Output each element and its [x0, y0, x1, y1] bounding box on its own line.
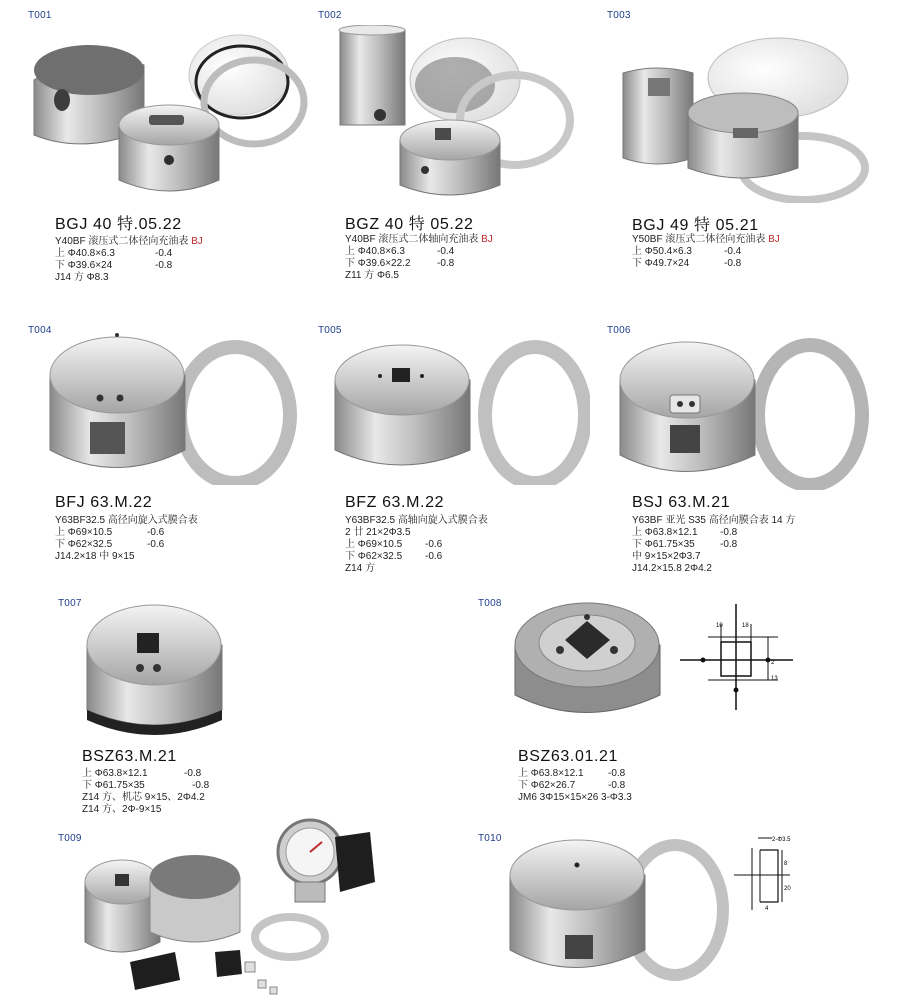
item-specs: [345, 515, 488, 575]
product-photo: [618, 28, 878, 203]
dim-label: 4: [765, 906, 769, 912]
spec-value: Z14 方、2Φ-9×15: [82, 804, 162, 815]
spec-value: 上 Φ69×10.5: [55, 527, 113, 538]
item-title: BSZ63.01.21: [518, 748, 618, 765]
item-desc: Y63BF32.5 高轴向旋入式膜合表: [345, 515, 488, 526]
spec-value: J14 方 Φ8.3: [55, 272, 109, 283]
spec-tolerance: -0.8: [608, 768, 626, 779]
item-specs: [632, 515, 795, 575]
spec-value: 上 Φ63.8×12.1: [518, 768, 584, 779]
item-title: BSZ63.M.21: [82, 748, 177, 765]
spec-value: 上 Φ40.8×6.3: [345, 246, 405, 257]
spec-tolerance: -0.8: [184, 768, 202, 779]
spec-tolerance: -0.6: [425, 551, 443, 562]
dim-label: 2: [771, 660, 775, 666]
item-title: BGZ 40 特 05.22: [345, 216, 474, 233]
spec-value: 下 Φ62×32.5: [345, 551, 403, 562]
item-code: T001: [28, 10, 52, 21]
item-specs: [82, 768, 209, 816]
spec-value: 下 Φ39.6×24: [55, 260, 113, 271]
spec-value: 上 Φ63.8×12.1: [82, 768, 148, 779]
spec-value: Z11 方 Φ6.5: [345, 270, 399, 281]
item-specs: [55, 515, 198, 563]
spec-tolerance: -0.8: [720, 527, 738, 538]
dim-label: 18: [742, 623, 749, 629]
item-code: T008: [478, 598, 502, 609]
spec-value: 中 9×15×2Φ3.7: [632, 551, 701, 562]
spec-value: Z14 方、机芯 9×15、2Φ4.2: [82, 792, 205, 803]
item-desc: Y50BF 滚压式二体径向充油表: [632, 234, 766, 245]
dim-label: 20: [784, 886, 791, 892]
item-code: T007: [58, 598, 82, 609]
product-photo: [510, 595, 665, 725]
spec-tolerance: -0.8: [155, 260, 173, 271]
technical-drawing: [732, 830, 822, 915]
item-code: T004: [28, 325, 52, 336]
item-title: BFZ 63.M.22: [345, 494, 445, 511]
item-title: BFJ 63.M.22: [55, 494, 153, 511]
product-photo: [615, 330, 875, 490]
item-code: T010: [478, 833, 502, 844]
spec-tolerance: -0.8: [437, 258, 455, 269]
dim-label: 10: [716, 623, 723, 629]
product-photo: [40, 330, 300, 485]
spec-value: J14.2×18 中 9×15: [55, 551, 135, 562]
spec-value: Z14 方: [345, 563, 376, 574]
product-photo: [24, 30, 314, 200]
product-photo: [335, 25, 580, 205]
item-tag: BJ: [768, 234, 780, 245]
spec-tolerance: -0.4: [437, 246, 455, 257]
technical-drawing: [678, 602, 798, 714]
spec-value: JM6 3Φ15×15×26 3-Φ3.3: [518, 792, 632, 803]
item-tag: BJ: [481, 234, 493, 245]
item-specs: [518, 768, 632, 804]
spec-value: 下 Φ61.75×35: [82, 780, 145, 791]
item-specs: [55, 236, 203, 284]
spec-value: 2 廿 21×2Φ3.5: [345, 527, 411, 538]
spec-value: 上 Φ50.4×6.3: [632, 246, 692, 257]
spec-value: 上 Φ63.8×12.1: [632, 527, 698, 538]
item-code: T006: [607, 325, 631, 336]
item-title: BSJ 63.M.21: [632, 494, 731, 511]
spec-tolerance: -0.6: [147, 539, 165, 550]
spec-tolerance: -0.8: [720, 539, 738, 550]
product-photo: [80, 812, 380, 1000]
spec-value: 上 Φ40.8×6.3: [55, 248, 115, 259]
product-photo: [505, 830, 730, 990]
item-code: T005: [318, 325, 342, 336]
item-desc: Y40BF 滚压式二体轴向充油表: [345, 234, 479, 245]
spec-value: 上 Φ69×10.5: [345, 539, 403, 550]
spec-tolerance: -0.4: [155, 248, 173, 259]
item-tag: BJ: [191, 236, 203, 247]
item-desc: Y40BF 滚压式二体径向充油表: [55, 236, 189, 247]
dim-label: 2-Φ3.5: [772, 837, 791, 843]
spec-value: 下 Φ61.75×35: [632, 539, 695, 550]
dim-label: 8: [784, 861, 788, 867]
item-desc: Y63BF 亚光 S35 高径向膜合表 14 方: [632, 515, 796, 526]
spec-value: 下 Φ62×26.7: [518, 780, 576, 791]
spec-tolerance: -0.8: [192, 780, 210, 791]
spec-tolerance: -0.8: [724, 258, 742, 269]
spec-tolerance: -0.8: [608, 780, 626, 791]
item-title: BGJ 40 特.05.22: [55, 216, 182, 233]
item-desc: Y63BF32.5 高径向旋入式膜合表: [55, 515, 198, 526]
product-photo: [330, 330, 590, 485]
item-code: T003: [607, 10, 631, 21]
item-specs: [632, 234, 780, 270]
spec-tolerance: -0.4: [724, 246, 742, 257]
spec-tolerance: -0.6: [147, 527, 165, 538]
item-code: T009: [58, 833, 82, 844]
item-specs: [345, 234, 493, 282]
spec-value: J14.2×15.8 2Φ4.2: [632, 563, 712, 574]
spec-value: 下 Φ39.6×22.2: [345, 258, 411, 269]
spec-tolerance: -0.6: [425, 539, 443, 550]
item-code: T002: [318, 10, 342, 21]
spec-value: 下 Φ49.7×24: [632, 258, 690, 269]
spec-value: 下 Φ62×32.5: [55, 539, 113, 550]
item-title: BGJ 49 特 05.21: [632, 217, 759, 234]
dim-label: 13: [771, 676, 778, 682]
product-photo: [82, 600, 227, 740]
